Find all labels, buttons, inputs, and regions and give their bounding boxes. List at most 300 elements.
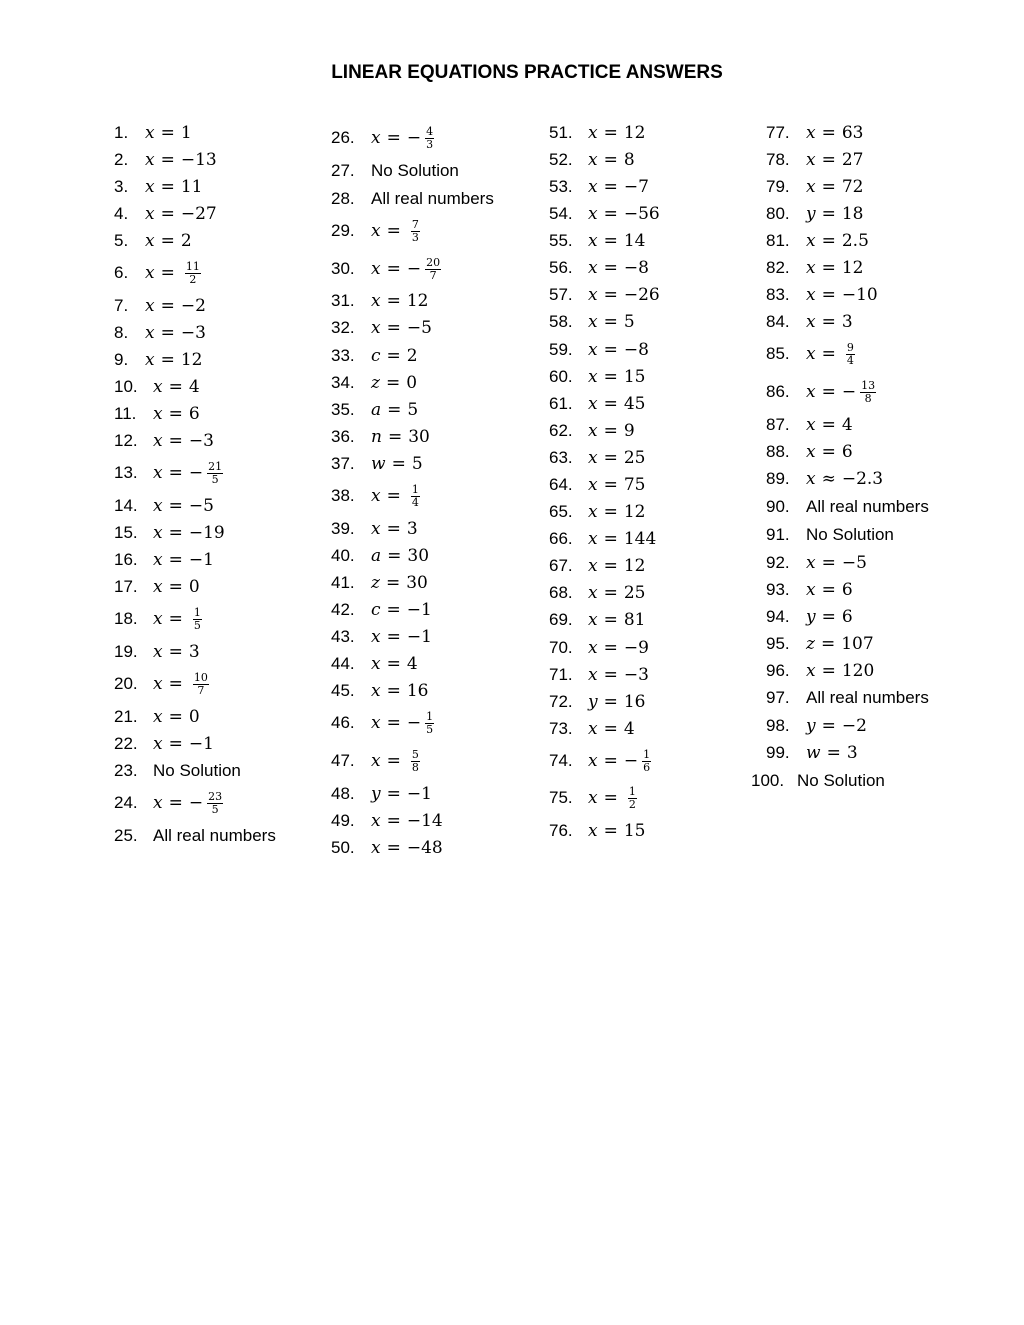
answer-variable: x	[588, 312, 598, 332]
item-number: 18.	[114, 609, 138, 628]
answer-variable: x	[153, 793, 163, 813]
item-number: 60.	[549, 367, 573, 386]
answer-operator: =	[603, 258, 618, 278]
answer-operator: =	[386, 838, 401, 858]
fraction-numerator: 20	[426, 255, 441, 269]
answer-variable: w	[371, 454, 386, 474]
answer-value: −1	[188, 734, 214, 754]
answer-text: No Solution	[371, 161, 459, 180]
answer-variable: x	[588, 665, 598, 685]
item-number: 7.	[114, 296, 129, 315]
answer-value: 5	[411, 454, 423, 474]
answer-value: 12	[841, 258, 864, 278]
answer-operator: =	[603, 285, 618, 305]
item-number: 97.	[766, 688, 790, 707]
answer-operator: =	[603, 340, 618, 360]
answer-value: 63	[841, 123, 864, 143]
fraction-numerator: 10	[193, 670, 208, 684]
answer-fraction	[207, 461, 223, 486]
item-answer	[588, 475, 645, 495]
answer-variable: y	[806, 716, 816, 736]
item-number: 63.	[549, 448, 573, 467]
answer-value: 25	[623, 583, 646, 603]
item-number: 66.	[549, 529, 573, 548]
answer-variable: x	[371, 318, 381, 338]
answer-value: −19	[188, 523, 225, 543]
answer-operator: =	[385, 373, 401, 393]
answer-operator: =	[603, 821, 618, 841]
item-answer	[806, 634, 874, 654]
item-number: 29.	[331, 221, 355, 240]
item-number: 58.	[549, 312, 573, 331]
answer-operator: =	[821, 580, 836, 600]
answer-operator: =	[603, 719, 618, 739]
item-number: 6.	[114, 263, 129, 282]
item-number: 90.	[766, 497, 790, 516]
answer-variable: x	[806, 553, 816, 573]
item-answer	[371, 711, 434, 736]
answer-value: −1	[406, 600, 432, 620]
item-answer	[588, 719, 635, 739]
answer-text: No Solution	[153, 761, 241, 780]
answer-variable: x	[588, 502, 598, 522]
answer-value: −1	[188, 550, 214, 570]
answer-operator: =	[386, 654, 401, 674]
item-number: 13.	[114, 463, 138, 482]
answer-variable: z	[371, 573, 380, 593]
item-answer	[371, 484, 420, 509]
item-answer	[145, 204, 217, 224]
answer-variable: x	[153, 707, 163, 727]
answer-value: 144	[623, 529, 657, 549]
item-answer	[153, 642, 200, 662]
answer-variable: x	[588, 150, 598, 170]
item-number: 41.	[331, 573, 355, 592]
item-number: 35.	[331, 400, 355, 419]
answer-value: −56	[623, 204, 660, 224]
answer-fraction	[185, 261, 201, 286]
answer-operator: =	[603, 150, 618, 170]
answer-value: −1	[406, 784, 432, 804]
fraction-denominator: 7	[197, 683, 205, 697]
answer-variable: x	[371, 751, 381, 771]
answer-value: 3	[846, 743, 858, 763]
answer-operator: =	[160, 323, 175, 343]
answer-variable: x	[588, 177, 598, 197]
answer-operator: =	[386, 784, 401, 804]
item-number: 44.	[331, 654, 355, 673]
answer-text: All real numbers	[806, 688, 929, 707]
item-answer	[806, 525, 894, 545]
item-number: 54.	[549, 204, 573, 223]
answer-value: 6	[841, 580, 853, 600]
item-number: 36.	[331, 427, 355, 446]
item-answer	[371, 749, 420, 774]
item-answer	[806, 258, 863, 278]
answer-operator: =	[603, 692, 618, 712]
answer-value: −8	[623, 258, 649, 278]
item-answer	[145, 261, 201, 286]
fraction-denominator: 3	[426, 137, 434, 151]
answer-value: 6	[841, 442, 853, 462]
item-answer	[371, 838, 443, 858]
item-number: 64.	[549, 475, 573, 494]
item-answer	[806, 312, 853, 332]
item-number: 91.	[766, 525, 790, 544]
item-answer	[153, 523, 225, 543]
item-answer	[588, 367, 645, 387]
item-number: 98.	[766, 716, 790, 735]
answer-variable: x	[588, 610, 598, 630]
answer-variable: x	[153, 609, 163, 629]
answer-value: −3	[180, 323, 206, 343]
item-answer	[371, 126, 434, 151]
answer-operator: =	[168, 463, 183, 483]
fraction-numerator: 1	[193, 605, 201, 619]
item-number: 57.	[549, 285, 573, 304]
answer-sign: −	[841, 382, 857, 402]
fraction-numerator: 9	[846, 340, 854, 354]
fraction-numerator: 5	[411, 747, 419, 761]
item-number: 62.	[549, 421, 573, 440]
answer-operator: =	[386, 346, 401, 366]
answer-operator: =	[386, 318, 401, 338]
fraction-numerator: 13	[861, 378, 876, 392]
answer-operator: =	[168, 734, 183, 754]
item-answer	[806, 177, 863, 197]
item-number: 100.	[751, 771, 785, 790]
answer-sign: −	[623, 751, 639, 771]
answer-operator: =	[386, 713, 401, 733]
answer-operator: =	[821, 716, 836, 736]
answer-variable: x	[145, 231, 155, 251]
answer-variable: x	[588, 367, 598, 387]
item-answer	[588, 749, 651, 774]
item-answer	[588, 786, 637, 811]
answer-operator: =	[168, 431, 183, 451]
item-answer	[371, 600, 432, 620]
item-answer	[588, 204, 660, 224]
answer-variable: x	[145, 204, 155, 224]
fraction-denominator: 4	[846, 353, 854, 367]
answer-sign: −	[406, 128, 422, 148]
answer-fraction	[193, 672, 209, 697]
item-answer	[588, 692, 646, 712]
answer-variable: x	[153, 463, 163, 483]
item-answer	[153, 761, 241, 781]
fraction-numerator: 1	[426, 709, 434, 723]
answer-operator: =	[386, 291, 401, 311]
answer-variable: x	[145, 296, 155, 316]
answer-variable: x	[153, 674, 163, 694]
answer-operator: =	[603, 177, 618, 197]
answer-operator: =	[603, 394, 618, 414]
answer-variable: x	[371, 681, 381, 701]
item-answer	[153, 496, 214, 516]
item-number: 45.	[331, 681, 355, 700]
answer-variable: x	[153, 642, 163, 662]
item-number: 59.	[549, 340, 573, 359]
answer-value: 6	[841, 607, 853, 627]
answer-operator: =	[821, 661, 836, 681]
item-number: 11.	[114, 404, 137, 423]
answer-variable: x	[145, 323, 155, 343]
item-number: 8.	[114, 323, 129, 342]
answer-text: No Solution	[797, 771, 885, 790]
item-answer	[145, 123, 192, 143]
item-number: 65.	[549, 502, 573, 521]
item-answer	[371, 400, 418, 420]
item-number: 20.	[114, 674, 138, 693]
answer-value: −2	[841, 716, 867, 736]
answer-operator: =	[168, 404, 183, 424]
item-answer	[371, 346, 418, 366]
answer-value: −7	[623, 177, 649, 197]
answer-value: 30	[407, 546, 430, 566]
answer-variable: a	[371, 400, 382, 420]
answer-operator: =	[821, 285, 836, 305]
answer-value: 15	[623, 367, 646, 387]
answer-value: −48	[406, 838, 443, 858]
item-number: 5.	[114, 231, 129, 250]
answer-variable: c	[371, 346, 381, 366]
answer-operator: =	[386, 751, 401, 771]
item-number: 49.	[331, 811, 355, 830]
answer-sign: −	[406, 259, 422, 279]
item-number: 4.	[114, 204, 129, 223]
item-number: 55.	[549, 231, 573, 250]
item-answer	[145, 231, 192, 251]
item-number: 10.	[114, 377, 138, 396]
item-number: 73.	[549, 719, 573, 738]
answer-operator: =	[603, 204, 618, 224]
answer-value: 81	[623, 610, 646, 630]
item-number: 1.	[114, 123, 129, 142]
answer-fraction	[628, 786, 637, 811]
item-answer	[797, 771, 885, 791]
item-number: 80.	[766, 204, 790, 223]
answer-operator: =	[168, 609, 183, 629]
fraction-denominator: 8	[411, 760, 419, 774]
item-number: 32.	[331, 318, 355, 337]
item-answer	[153, 607, 202, 632]
item-answer	[806, 497, 929, 517]
answer-operator: =	[603, 421, 618, 441]
answer-value: 11	[180, 177, 203, 197]
item-number: 72.	[549, 692, 573, 711]
item-answer	[371, 161, 459, 181]
item-answer	[806, 204, 864, 224]
item-number: 52.	[549, 150, 573, 169]
item-number: 68.	[549, 583, 573, 602]
answer-value: 12	[623, 502, 646, 522]
item-answer	[371, 627, 432, 647]
item-number: 3.	[114, 177, 129, 196]
answer-variable: x	[588, 475, 598, 495]
item-number: 67.	[549, 556, 573, 575]
item-number: 48.	[331, 784, 355, 803]
answer-value: −2	[180, 296, 206, 316]
answer-value: 9	[623, 421, 635, 441]
answer-fraction	[411, 749, 420, 774]
fraction-denominator: 5	[211, 472, 219, 486]
answer-operator: =	[603, 583, 618, 603]
answer-operator: =	[821, 344, 836, 364]
item-answer	[588, 421, 635, 441]
item-answer	[588, 821, 645, 841]
answer-value: 5	[407, 400, 419, 420]
answer-variable: x	[806, 469, 816, 489]
item-number: 85.	[766, 344, 790, 363]
fraction-denominator: 2	[628, 797, 636, 811]
item-number: 30.	[331, 259, 355, 278]
answer-variable: a	[371, 546, 382, 566]
answer-variable: x	[806, 344, 816, 364]
answer-value: 2.5	[841, 231, 869, 251]
answer-operator: =	[168, 550, 183, 570]
answer-value: 3	[188, 642, 200, 662]
item-answer	[806, 580, 853, 600]
item-answer	[806, 285, 878, 305]
item-answer	[588, 123, 645, 143]
item-answer	[153, 707, 200, 727]
item-number: 39.	[331, 519, 355, 538]
answer-value: 27	[841, 150, 864, 170]
answer-variable: n	[371, 427, 382, 447]
item-answer	[371, 427, 430, 447]
answer-operator: =	[168, 642, 183, 662]
answer-operator: =	[160, 123, 175, 143]
item-number: 27.	[331, 161, 355, 180]
item-answer	[588, 177, 649, 197]
answer-text: All real numbers	[806, 497, 929, 516]
answer-value: 0	[188, 577, 200, 597]
item-number: 26.	[331, 128, 355, 147]
item-number: 70.	[549, 638, 573, 657]
answer-value: −10	[841, 285, 878, 305]
answer-variable: x	[371, 259, 381, 279]
answer-operator: =	[603, 123, 618, 143]
answer-operator: =	[168, 793, 183, 813]
item-answer	[806, 743, 858, 763]
answer-value: −9	[623, 638, 649, 658]
item-answer	[806, 380, 876, 405]
answer-value: 14	[623, 231, 646, 251]
item-answer	[153, 431, 214, 451]
item-number: 22.	[114, 734, 138, 753]
answer-variable: x	[806, 661, 816, 681]
answer-value: 4	[623, 719, 635, 739]
item-answer	[371, 573, 428, 593]
item-number: 28.	[331, 189, 355, 208]
answer-variable: x	[371, 654, 381, 674]
answer-operator: =	[160, 296, 175, 316]
item-number: 9.	[114, 350, 129, 369]
answer-operator: =	[385, 573, 401, 593]
answer-text: No Solution	[806, 525, 894, 544]
answer-operator: =	[168, 577, 183, 597]
item-number: 53.	[549, 177, 573, 196]
answer-variable: z	[371, 373, 380, 393]
fraction-denominator: 5	[211, 802, 219, 816]
answer-operator: =	[603, 448, 618, 468]
answer-operator: =	[821, 204, 836, 224]
answer-variable: x	[145, 123, 155, 143]
answer-operator: ≈	[821, 469, 836, 489]
answer-value: −3	[623, 665, 649, 685]
item-number: 94.	[766, 607, 790, 626]
answer-variable: x	[153, 523, 163, 543]
answer-operator: =	[387, 546, 402, 566]
answer-variable: x	[371, 811, 381, 831]
answer-fraction	[425, 257, 441, 282]
answer-operator: =	[160, 150, 175, 170]
item-number: 71.	[549, 665, 573, 684]
answer-fraction	[411, 484, 420, 509]
answer-operator: =	[386, 128, 401, 148]
item-answer	[588, 231, 645, 251]
answer-sign: −	[188, 463, 204, 483]
answer-variable: x	[588, 394, 598, 414]
answer-operator: =	[603, 475, 618, 495]
item-number: 81.	[766, 231, 790, 250]
item-answer	[371, 373, 417, 393]
answer-value: 6	[188, 404, 200, 424]
answer-operator: =	[603, 231, 618, 251]
answer-operator: =	[386, 519, 401, 539]
item-number: 86.	[766, 382, 790, 401]
answer-variable: x	[371, 627, 381, 647]
item-answer	[806, 553, 867, 573]
answer-variable: x	[371, 713, 381, 733]
item-answer	[371, 318, 432, 338]
answer-variable: x	[371, 838, 381, 858]
answer-value: 25	[623, 448, 646, 468]
item-number: 95.	[766, 634, 790, 653]
answer-operator: =	[168, 674, 183, 694]
item-answer	[806, 688, 929, 708]
answer-operator: =	[386, 627, 401, 647]
answer-value: 3	[406, 519, 418, 539]
answer-value: 75	[623, 475, 646, 495]
item-number: 46.	[331, 713, 355, 732]
item-number: 77.	[766, 123, 790, 142]
answer-variable: x	[588, 421, 598, 441]
item-answer	[806, 442, 853, 462]
answer-value: 16	[406, 681, 429, 701]
item-number: 56.	[549, 258, 573, 277]
answer-value: −13	[180, 150, 217, 170]
answer-variable: x	[145, 350, 155, 370]
fraction-numerator: 7	[411, 217, 419, 231]
answer-operator: =	[160, 263, 175, 283]
item-answer	[371, 257, 441, 282]
answer-operator: =	[603, 610, 618, 630]
item-answer	[806, 415, 853, 435]
answer-value: −5	[188, 496, 214, 516]
answer-variable: x	[588, 556, 598, 576]
answer-variable: y	[806, 607, 816, 627]
answer-value: 2	[180, 231, 192, 251]
item-number: 82.	[766, 258, 790, 277]
item-answer	[806, 123, 863, 143]
answer-variable: x	[153, 404, 163, 424]
answer-variable: x	[806, 150, 816, 170]
answer-sign: −	[188, 793, 204, 813]
item-number: 25.	[114, 826, 138, 845]
answer-operator: =	[603, 312, 618, 332]
fraction-denominator: 5	[426, 722, 434, 736]
